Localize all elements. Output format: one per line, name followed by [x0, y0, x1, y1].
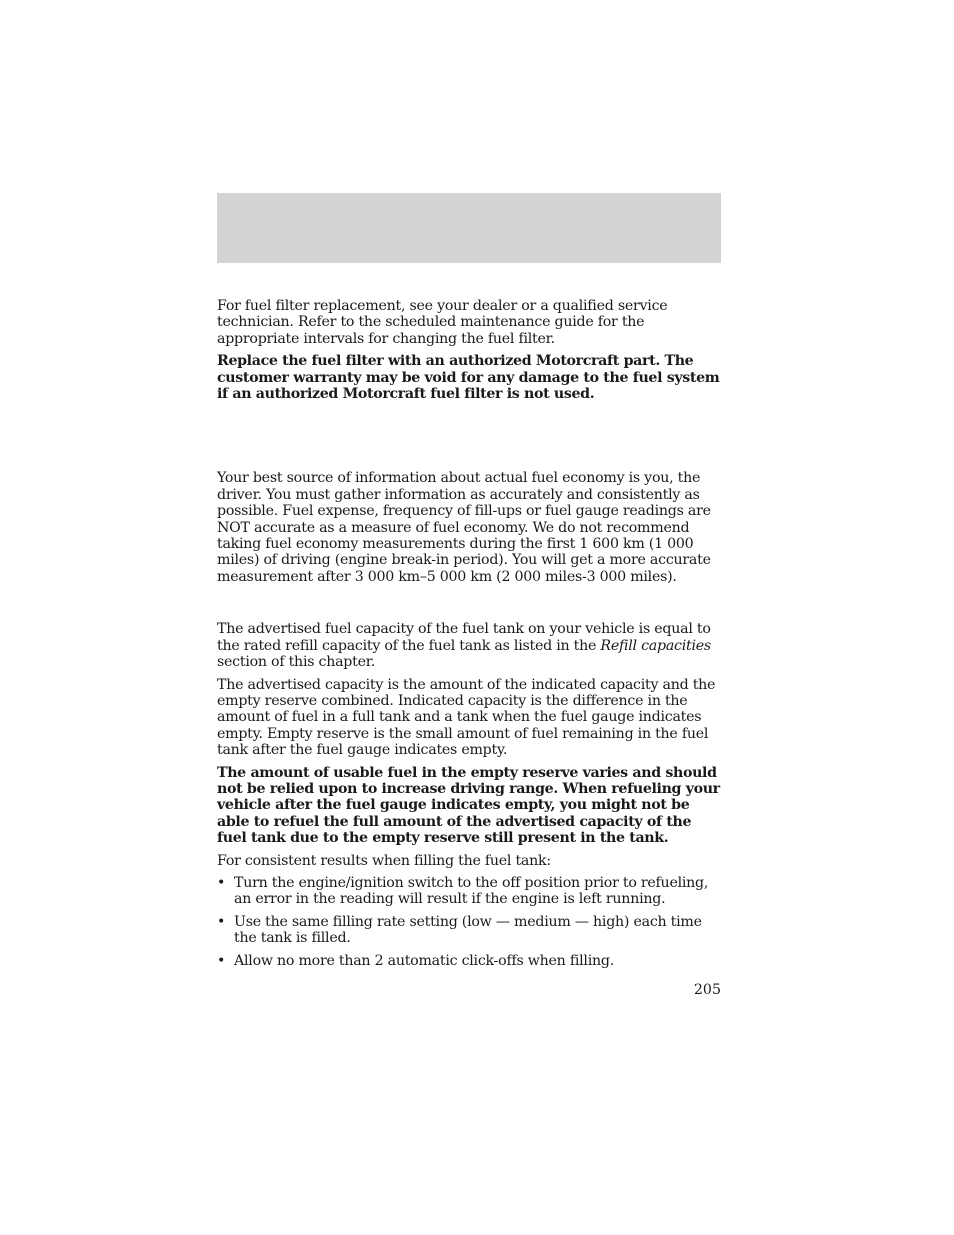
list-item: [217, 914, 723, 947]
page-content: [217, 298, 723, 969]
fuel-economy-paragraph: Your best source of information about actual fuel economy is you, the driver. You must gather information as accurately and consistently as possible. Fuel expense, frequency of fill-ups or fuel gauge readings are NOT accurate as a measure of fuel economy. We do not recommend taking fuel economy measurements during the first 1 600 km (1 000 miles) of driving (engine break-in period). You will get a more accurate measurement after 3 000 km–5 000 km (2 000 miles-3 000 miles).: [217, 470, 711, 585]
fuel-filter-warning: Replace the fuel filter with an authorized Motorcraft part. The customer warranty may be void for any damage to the fuel system if an authorized Motorcraft fuel filter is not used.: [217, 353, 720, 403]
chapter-header-band: [217, 193, 721, 263]
capacity-text-start: The advertised fuel capacity of the fuel tank on your vehicle is equal to the rated refill capacity of the fuel tank as listed in the: [217, 621, 711, 654]
empty-reserve-warning: The amount of usable fuel in the empty reserve varies and should not be relied upon to increase driving range. When refueling your vehicle after the fuel gauge indicates empty, you might not be able to refuel the full amount of the advertised capacity of the fuel tank due to the empty reserve still present in the tank.: [217, 764, 720, 847]
advertised-capacity-paragraph: The advertised capacity is the amount of the indicated capacity and the empty reserve combined. Indicated capacity is the difference in the amount of fuel in a full tank and a tank when the fuel gauge indicates empty. Empty reserve is the small amount of fuel remaining in the fuel tank after the fuel gauge indicates empty.: [217, 676, 716, 759]
page-number: 205: [693, 982, 721, 998]
bullet-icon: •: [217, 952, 226, 969]
list-item-text: Allow no more than 2 automatic click-offs when filling.: [234, 952, 614, 969]
filling-intro: For consistent results when filling the fuel tank:: [217, 852, 551, 869]
filling-tips-list: [217, 875, 723, 969]
bullet-icon: •: [217, 874, 226, 891]
fuel-capacity-paragraph: [217, 621, 723, 670]
bullet-icon: •: [217, 913, 226, 930]
list-item: [217, 953, 723, 969]
list-item-text: Turn the engine/ignition switch to the off position prior to refueling, an error in the reading will result if the engine is left running.: [234, 874, 709, 908]
list-item-text: Use the same filling rate setting (low — medium — high) each time the tank is filled.: [234, 913, 702, 947]
list-item: [217, 875, 723, 908]
refill-capacities-reference: Refill capacities: [600, 637, 711, 654]
fuel-filter-paragraph: For fuel filter replacement, see your dealer or a qualified service technician. Refer to the scheduled maintenance guide for the appropriate intervals for changing the fuel filter.: [217, 298, 668, 347]
capacity-text-end: section of this chapter.: [217, 654, 375, 671]
